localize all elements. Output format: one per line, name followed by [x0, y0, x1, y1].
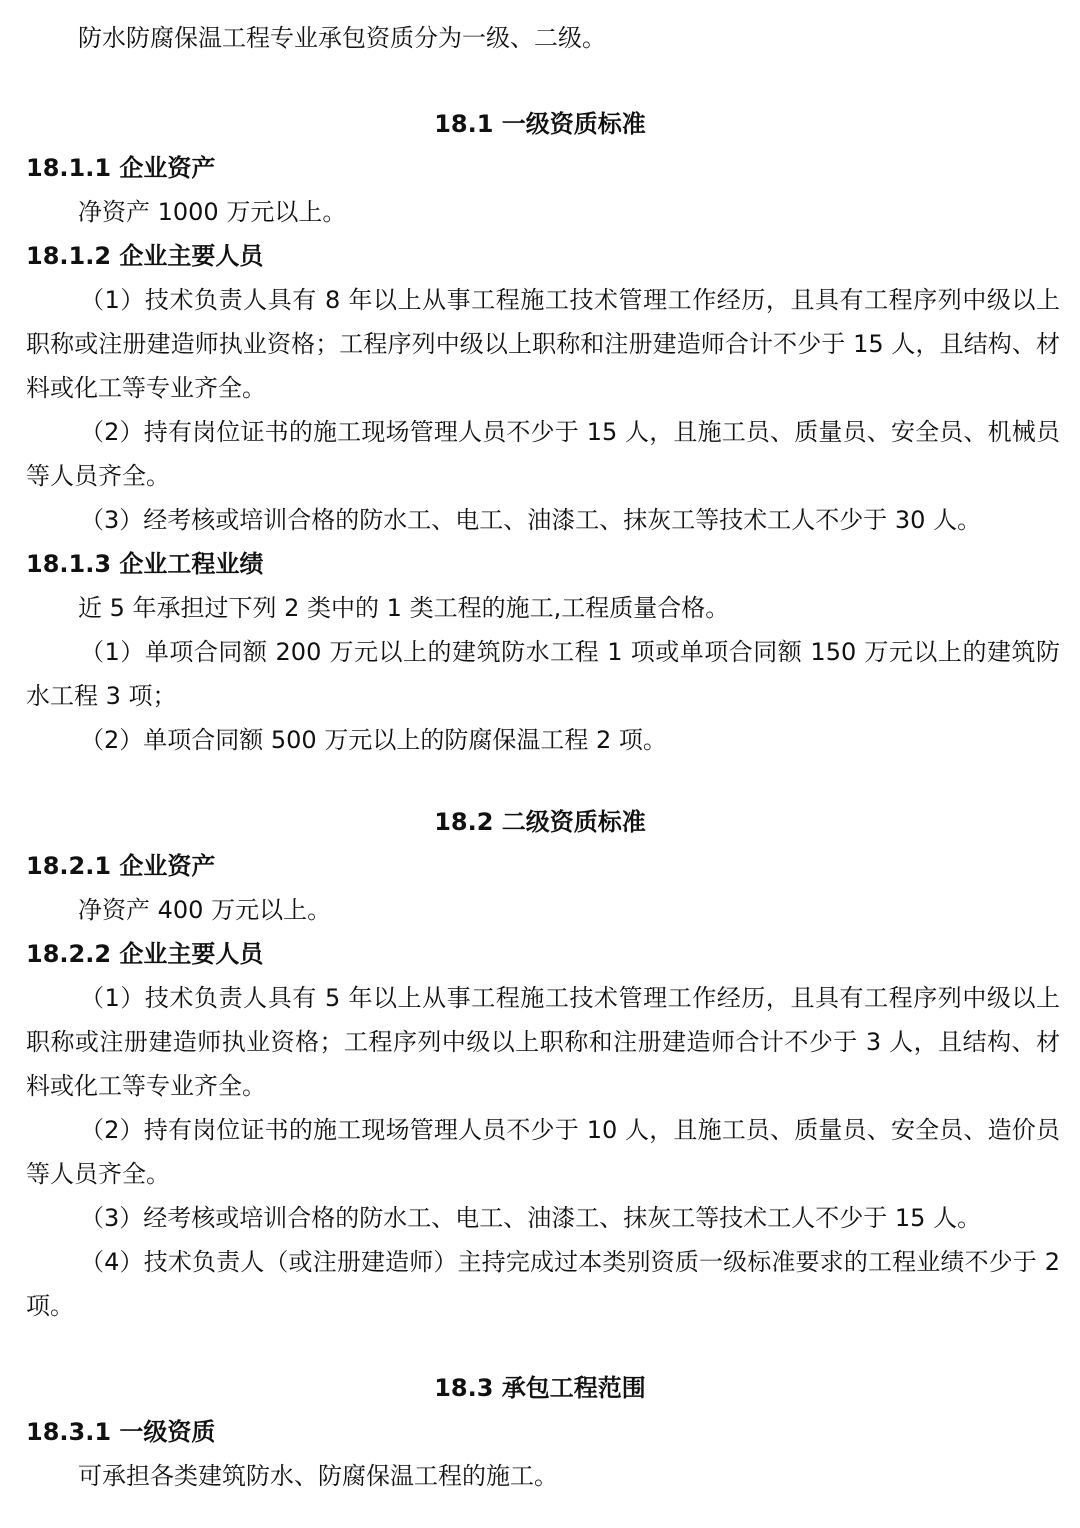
section-title: 18.1 一级资质标准: [434, 110, 646, 138]
paragraph: （2）持有岗位证书的施工现场管理人员不少于 15 人，且施工员、质量员、安全员、机械员等人员齐全。: [26, 418, 1060, 490]
paragraph: 净资产 400 万元以上。: [78, 896, 332, 924]
paragraph: （1）单项合同额 200 万元以上的建筑防水工程 1 项或单项合同额 150 万元以上的建筑防水工程 3 项；: [26, 638, 1060, 710]
paragraph: （3）经考核或培训合格的防水工、电工、油漆工、抹灰工等技术工人不少于 15 人。: [80, 1204, 982, 1232]
subsection-heading: 18.1.3 企业工程业绩: [26, 550, 264, 578]
paragraph: 净资产 1000 万元以上。: [78, 198, 347, 226]
subsection-heading: 18.2.2 企业主要人员: [26, 940, 264, 968]
paragraph: （1）技术负责人具有 5 年以上从事工程施工技术管理工作经历，且具有工程序列中级以上职称或注册建造师执业资格；工程序列中级以上职称和注册建造师合计不少于 3 人，且结构、材料或化工等专业齐全。: [26, 984, 1060, 1100]
subsection-heading: 18.3.1 一级资质: [26, 1418, 216, 1446]
paragraph: 近 5 年承担过下列 2 类中的 1 类工程的施工,工程质量合格。: [78, 594, 730, 622]
paragraph: （1）技术负责人具有 8 年以上从事工程施工技术管理工作经历，且具有工程序列中级以上职称或注册建造师执业资格；工程序列中级以上职称和注册建造师合计不少于 15 人，且结构、材料或化工等专业齐全。: [26, 286, 1060, 402]
section-title: 18.2 二级资质标准: [434, 808, 646, 836]
section-title: 18.3 承包工程范围: [434, 1374, 646, 1402]
paragraph: （3）经考核或培训合格的防水工、电工、油漆工、抹灰工等技术工人不少于 30 人。: [80, 506, 982, 534]
subsection-heading: 18.2.1 企业资产: [26, 852, 216, 880]
intro-paragraph: 防水防腐保温工程专业承包资质分为一级、二级。: [78, 24, 606, 52]
paragraph: （2）持有岗位证书的施工现场管理人员不少于 10 人，且施工员、质量员、安全员、造价员等人员齐全。: [26, 1116, 1060, 1188]
paragraph: （4）技术负责人（或注册建造师）主持完成过本类别资质一级标准要求的工程业绩不少于 2 项。: [26, 1248, 1060, 1320]
paragraph: （2）单项合同额 500 万元以上的防腐保温工程 2 项。: [80, 726, 667, 754]
subsection-heading: 18.1.2 企业主要人员: [26, 242, 264, 270]
paragraph: 可承担各类建筑防水、防腐保温工程的施工。: [78, 1462, 558, 1490]
subsection-heading: 18.1.1 企业资产: [26, 154, 216, 182]
